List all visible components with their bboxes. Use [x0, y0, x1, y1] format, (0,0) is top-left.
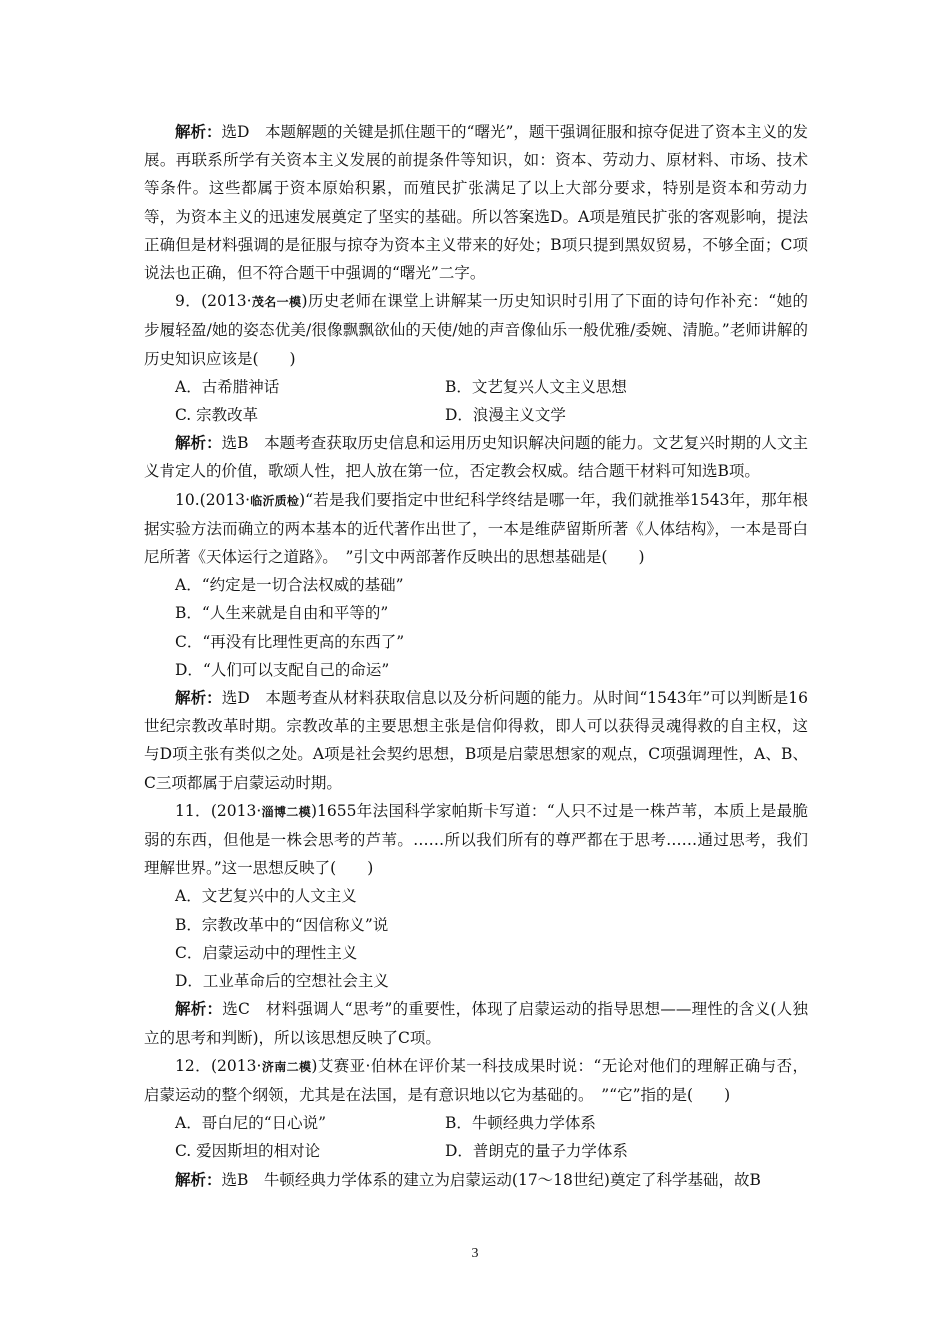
answer-option: B．“人生来就是自由和平等的”	[175, 604, 389, 623]
analysis-label: 解析：	[175, 999, 223, 1019]
analysis-text: 选D 本题考查从材料获取信息以及分析问题的能力。从时间“1543年”可以判断是16世纪宗教改革时期。宗教改革的主要思想主张是信仰得救，即人可以获得灵魂得救的自主权，这与D项主张有类似之处。A项是社会契约思想，B项是启蒙思想家的观点，C项强调理性，A、B、C三项都属于启蒙运动时期。	[144, 689, 808, 792]
analysis-text: 选B 牛顿经典力学体系的建立为启蒙运动(17～18世纪)奠定了科学基础，故B	[221, 1170, 761, 1189]
question-source: 临沂质检	[250, 493, 300, 508]
question-number: 9．(2013·	[175, 292, 252, 311]
answer-option: A．“约定是一切合法权威的基础”	[175, 576, 404, 595]
question-number: 11．(2013·	[175, 801, 262, 820]
analysis-label: 解析：	[175, 433, 222, 453]
analysis-paragraph	[144, 1166, 808, 1194]
answer-option-row	[144, 1109, 808, 1137]
question-number: 12．(2013·	[175, 1056, 262, 1075]
analysis-text: 选C 材料强调人“思考”的重要性，体现了启蒙运动的指导思想——理性的含义(人独立的思考和判断)，所以该思想反映了C项。	[144, 1000, 808, 1047]
answer-option: B．宗教改革中的“因信称义”说	[175, 915, 389, 934]
analysis-text: 选B 本题考查获取历史信息和运用历史知识解决问题的能力。文艺复兴时期的人文主义肯定人的价值，歌颂人性，把人放在第一位，否定教会权威。结合题干材料可知选B项。	[144, 434, 808, 481]
analysis-paragraph	[144, 429, 808, 485]
answer-option: A．文艺复兴中的人文主义	[175, 887, 357, 906]
answer-option-row	[144, 373, 808, 401]
question-source: 茂名一模	[251, 295, 302, 310]
answer-option: C．“再没有比理性更高的东西了”	[175, 632, 405, 651]
question-paragraph	[144, 797, 808, 883]
analysis-paragraph	[144, 118, 808, 287]
question-paragraph	[144, 1052, 808, 1109]
question-text: )1655年法国科学家帕斯卡写道：“人只不过是一株芦苇，本质上是最脆弱的东西，但他是一株会思考的芦苇。……所以我们所有的尊严都在于思考……通过思考，我们理解世界。”这一思想反映了( )	[144, 801, 808, 878]
answer-option-row	[144, 401, 808, 429]
question-source: 济南二模	[261, 1059, 312, 1074]
analysis-text: 选D 本题解题的关键是抓住题干的“曙光”，题干强调征服和掠夺促进了资本主义的发展。再联系所学有关资本主义发展的前提条件等知识，如：资本、劳动力、原材料、市场、技术等条件。这些都属于资本原始积累，而殖民扩张满足了以上大部分要求，特别是资本和劳动力等，为资本主义的迅速发展奠定了坚实的基础。所以答案选D。A项是殖民扩张的客观影响，提法正确但是材料强调的是征服与掠夺为资本主义带来的好处；B项只提到黑奴贸易，不够全面；C项说法也正确，但不符合题干中强调的“曙光”二字。	[144, 123, 808, 283]
answer-option-row	[144, 1137, 808, 1165]
answer-option: D．浪漫主义文学	[445, 406, 566, 425]
question-paragraph	[144, 486, 808, 572]
page-content	[144, 118, 808, 1194]
question-text: )“若是我们要指定中世纪科学终结是哪一年，我们就推举1543年，那年根据实验方法而确立的两本基本的近代著作出世了，一本是维萨留斯所著《人体结构》，一本是哥白尼所著《天体运行之道路》。 ”引文中两部著作反映出的思想基础是( )	[144, 490, 808, 567]
question-text: )艾赛亚·伯林在评价某一科技成果时说：“无论对他们的理解正确与否，启蒙运动的整个纲领，尤其是在法国，是有意识地以它为基础的。 ”“它”指的是( )	[144, 1056, 808, 1104]
analysis-paragraph	[144, 995, 808, 1051]
analysis-label: 解析：	[175, 1169, 222, 1189]
page-number: 3	[471, 1246, 479, 1261]
answer-option: B．文艺复兴人文主义思想	[445, 377, 627, 396]
answer-option: A．哥白尼的“日心说”	[175, 1114, 327, 1133]
answer-option: C. 宗教改革	[175, 406, 259, 425]
answer-option: C. 爱因斯坦的相对论	[175, 1142, 321, 1161]
question-number: 10.(2013·	[175, 490, 251, 509]
analysis-label: 解析：	[175, 688, 222, 708]
question-paragraph	[144, 287, 808, 373]
answer-option: A．古希腊神话	[175, 377, 280, 396]
question-source: 淄博二模	[261, 804, 311, 819]
answer-option: D．普朗克的量子力学体系	[445, 1142, 628, 1161]
question-text: )历史老师在课堂上讲解某一历史知识时引用了下面的诗句作补充：“她的步履轻盈/她的姿态优美/很像飘飘欲仙的天使/她的声音像仙乐一般优雅/委婉、清脆。”老师讲解的历史知识应该是( )	[144, 292, 808, 368]
answer-option: B．牛顿经典力学体系	[445, 1114, 596, 1133]
answer-option: D．“人们可以支配自己的命运”	[175, 660, 390, 679]
answer-option: D．工业革命后的空想社会主义	[175, 972, 389, 991]
analysis-paragraph	[144, 684, 808, 797]
answer-option: C．启蒙运动中的理性主义	[175, 943, 358, 962]
analysis-label: 解析：	[175, 122, 222, 141]
